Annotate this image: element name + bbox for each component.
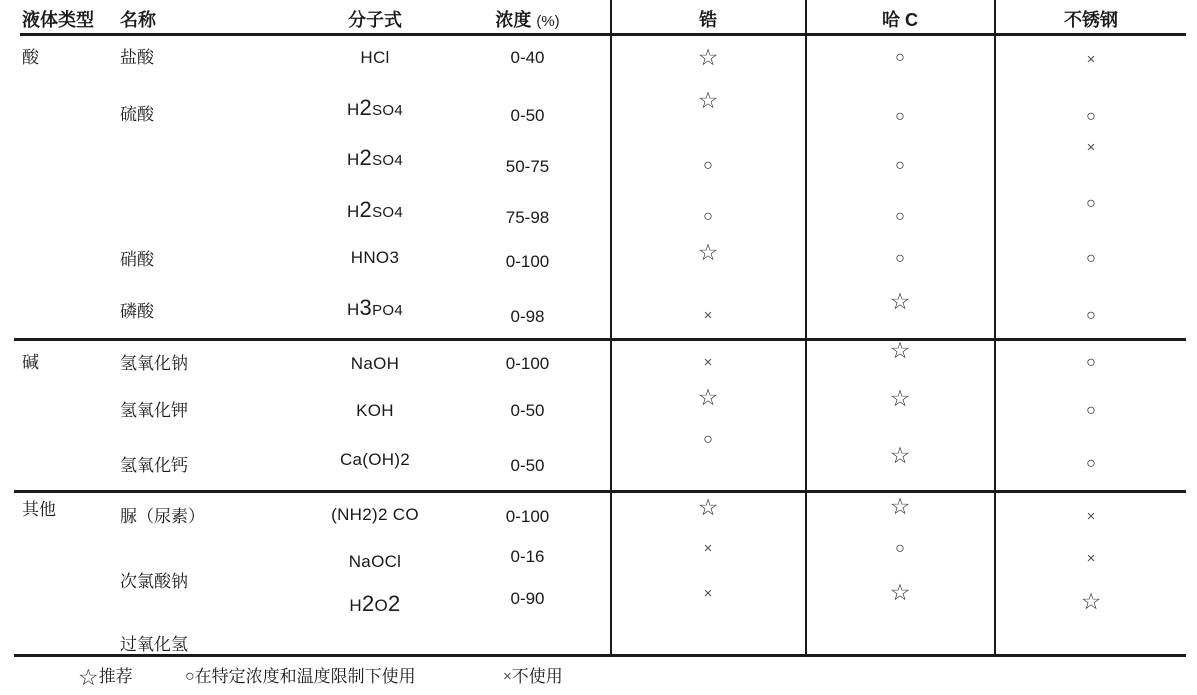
legend-not-used (503, 663, 563, 691)
concentration-cell: 0-100 (505, 507, 550, 526)
formula-cell: HNO3 (350, 248, 400, 267)
zirconium-rating: ☆ (697, 384, 719, 410)
hastelloy-rating: ○ (895, 157, 905, 174)
stainless-rating: ○ (1086, 108, 1096, 125)
hastelloy-rating: ☆ (889, 288, 911, 314)
header-concentration-label: 浓度 (495, 10, 532, 30)
name-cell: 过氧化氢 (120, 635, 188, 654)
concentration-cell: 0-50 (510, 401, 545, 420)
zirconium-rating: ○ (703, 157, 713, 174)
header-stainless-steel: 不锈钢 (1064, 10, 1118, 30)
formula-cell: H2SO4 (346, 145, 404, 170)
formula-cell: H2O2 (349, 591, 401, 616)
stainless-rating: ○ (1086, 354, 1096, 371)
hastelloy-rating: ☆ (889, 337, 911, 363)
legend-recommended-label: 推荐 (98, 667, 133, 686)
name-cell: 盐酸 (120, 48, 154, 67)
hastelloy-rating: ○ (895, 540, 905, 557)
formula-cell: (NH2)2 CO (331, 505, 419, 524)
stainless-rating: × (1086, 508, 1096, 525)
header-concentration-unit: (%) (536, 13, 560, 30)
formula-cell: KOH (356, 401, 394, 420)
formula-cell: HCl (360, 48, 390, 67)
name-cell: 氢氧化钠 (120, 354, 188, 373)
header-liquid-type: 液体类型 (22, 10, 94, 30)
stainless-rating: × (1086, 51, 1096, 68)
zirconium-rating: ○ (703, 431, 713, 448)
group-label-other: 其他 (22, 500, 56, 519)
header-concentration (480, 8, 575, 32)
zirconium-rating: ○ (703, 208, 713, 225)
legend-not-used-label: 不使用 (511, 667, 563, 686)
name-cell: 硫酸 (120, 105, 154, 124)
hastelloy-rating: ☆ (889, 579, 911, 605)
stainless-rating: ○ (1086, 250, 1096, 267)
name-cell: 氢氧化钙 (120, 456, 188, 475)
hastelloy-rating: ○ (895, 208, 905, 225)
section-divider-base (14, 338, 1186, 341)
hastelloy-rating: ○ (895, 250, 905, 267)
concentration-cell: 75-98 (505, 208, 550, 227)
concentration-cell: 0-40 (510, 48, 545, 67)
hastelloy-rating: ☆ (889, 385, 911, 411)
star-icon: ☆ (78, 664, 99, 690)
name-cell: 硝酸 (120, 250, 154, 269)
name-cell: 次氯酸钠 (120, 572, 188, 591)
name-cell: 氢氧化钾 (120, 401, 188, 420)
zirconium-rating: ☆ (697, 87, 719, 113)
zirconium-rating: × (703, 585, 713, 602)
zirconium-rating: ☆ (697, 239, 719, 265)
table-bottom-border (14, 654, 1186, 657)
group-label-acid: 酸 (22, 48, 39, 67)
formula-cell: NaOH (350, 354, 400, 373)
concentration-cell: 0-90 (510, 589, 545, 608)
header-zirconium: 锆 (699, 10, 717, 30)
formula-cell: Ca(OH)2 (339, 450, 411, 469)
zirconium-rating: ☆ (697, 44, 719, 70)
hastelloy-rating: ☆ (889, 493, 911, 519)
concentration-cell: 0-100 (505, 252, 550, 271)
zirconium-rating: × (703, 307, 713, 324)
group-label-base: 碱 (22, 353, 39, 372)
header-formula: 分子式 (348, 10, 402, 30)
concentration-cell: 0-98 (510, 307, 545, 326)
name-cell: 脲（尿素） (120, 507, 205, 526)
hastelloy-rating: ○ (895, 108, 905, 125)
formula-cell: H3PO4 (346, 295, 404, 320)
header-underline (20, 33, 1186, 36)
concentration-cell: 0-16 (510, 547, 545, 566)
concentration-cell: 0-50 (510, 456, 545, 475)
stainless-rating: ○ (1086, 307, 1096, 324)
legend-conditional (185, 663, 416, 691)
concentration-cell: 0-100 (505, 354, 550, 373)
zirconium-rating: ☆ (697, 494, 719, 520)
zirconium-rating: × (703, 354, 713, 371)
section-divider-other (14, 490, 1186, 493)
concentration-cell: 50-75 (505, 157, 550, 176)
stainless-rating: × (1086, 550, 1096, 567)
concentration-cell: 0-50 (510, 106, 545, 125)
header-name: 名称 (120, 10, 156, 30)
cross-icon: × (503, 668, 512, 685)
stainless-rating: ○ (1086, 402, 1096, 419)
stainless-rating: × (1086, 139, 1096, 156)
stainless-rating: ○ (1086, 195, 1096, 212)
stainless-rating: ○ (1086, 455, 1096, 472)
legend-recommended (78, 663, 133, 691)
formula-cell: H2SO4 (346, 197, 404, 222)
stainless-rating: ☆ (1080, 588, 1102, 614)
zirconium-rating: × (703, 540, 713, 557)
formula-cell: NaOCl (348, 552, 402, 571)
legend-conditional-label: 在特定浓度和温度限制下使用 (194, 667, 416, 686)
hastelloy-rating: ☆ (889, 442, 911, 468)
name-cell: 磷酸 (120, 302, 154, 321)
formula-cell: H2SO4 (346, 95, 404, 120)
hastelloy-rating: ○ (895, 49, 905, 66)
circle-icon: ○ (185, 668, 195, 685)
header-hastelloy-c: 哈 C (882, 10, 918, 30)
